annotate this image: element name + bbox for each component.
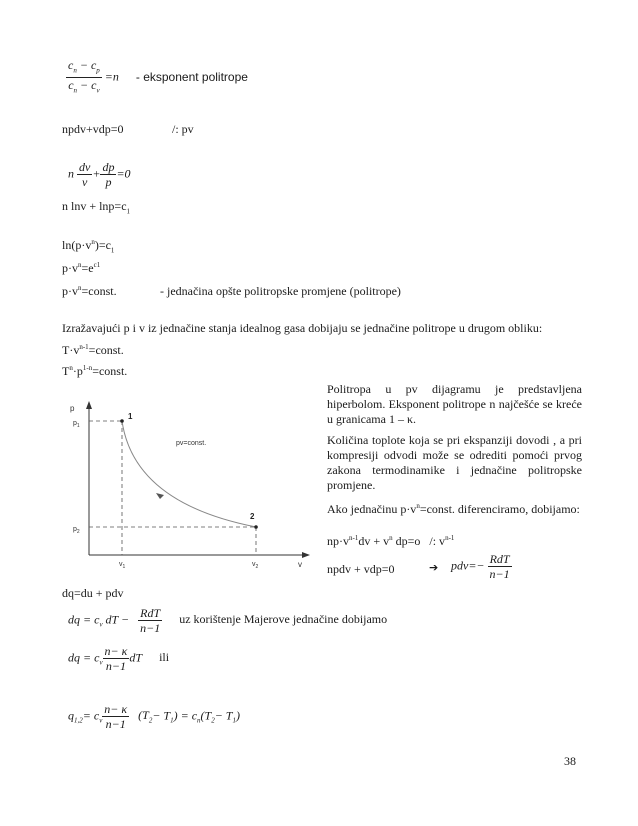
differential-equation bbox=[68, 160, 131, 189]
eq2-p: p bbox=[105, 175, 112, 189]
q-eq: = c bbox=[82, 708, 100, 723]
equals-n: =n bbox=[104, 69, 119, 84]
q-end3: (T bbox=[200, 708, 212, 723]
ln2-sup: n bbox=[91, 238, 95, 246]
p1-label-sub: 1 bbox=[76, 423, 80, 429]
v-axis-arrow bbox=[302, 552, 310, 558]
pve-text: p·v bbox=[62, 261, 78, 275]
page-number-text: 38 bbox=[564, 754, 576, 768]
curve-direction-arrow bbox=[156, 493, 164, 499]
p1-label-main: p bbox=[73, 420, 77, 427]
paragraph-hyperbola: Politropa u pv dijagramu je predstavljena hiperbolom. Eksponent politrope n najčešće se kreće u granicama 1 – κ. bbox=[327, 382, 582, 426]
para3-end: =const. diferenciramo, dobijamo: bbox=[419, 502, 580, 516]
pve-sup2: c1 bbox=[93, 261, 101, 269]
dq-line bbox=[62, 586, 124, 601]
q-t1: 1 bbox=[170, 716, 174, 725]
v1-label-sub: 1 bbox=[122, 564, 126, 570]
cn-num: c bbox=[68, 58, 74, 72]
dq1-lhs: dq = c bbox=[68, 612, 100, 627]
v2-label-sub: 2 bbox=[255, 564, 259, 570]
rdt-fraction bbox=[488, 552, 512, 581]
pv-const-line bbox=[62, 284, 401, 299]
ln2-end: )=c bbox=[94, 238, 111, 252]
page-number bbox=[564, 754, 576, 769]
arrow-icon: ➔ bbox=[429, 561, 439, 574]
ln-text: n lnv + lnp=c bbox=[62, 199, 127, 213]
tv-text: T·v bbox=[62, 343, 80, 357]
eq2-plus: + bbox=[92, 166, 101, 181]
dq2-fraction bbox=[103, 644, 130, 673]
exponent-note: - eksponent politrope bbox=[135, 69, 248, 84]
const-text: p·v bbox=[62, 284, 78, 298]
q-end2: ) = c bbox=[173, 708, 198, 723]
npdv-right: /: pv bbox=[172, 122, 194, 136]
const-sup: n bbox=[78, 284, 82, 292]
ln2-line bbox=[62, 238, 114, 254]
dq1-note: uz korištenje Majerove jednačine dobijamo bbox=[179, 612, 388, 627]
v-axis-label: v bbox=[298, 560, 302, 569]
curve-label: pv=const. bbox=[176, 440, 207, 447]
q-minus: − T bbox=[152, 708, 171, 723]
v1-label-main: v bbox=[119, 561, 123, 568]
res-pdv: pdv=− bbox=[451, 558, 485, 573]
dp-fraction bbox=[100, 160, 116, 189]
eq2-result: =0 bbox=[116, 166, 131, 181]
para3-text: Ako jednačinu p·v bbox=[327, 502, 417, 516]
cp-num: c bbox=[90, 58, 97, 72]
q-lhs: q bbox=[68, 708, 74, 723]
q-t2: 2 bbox=[148, 716, 153, 725]
izrazavajuci-line bbox=[62, 321, 542, 336]
cv-den: c bbox=[91, 78, 97, 93]
diff-mid2: dp=o /: v bbox=[392, 534, 446, 548]
res-num: RdT bbox=[488, 552, 512, 567]
p-axis-label: p bbox=[70, 404, 75, 413]
tp-line bbox=[62, 364, 127, 379]
dq2-den: n−1 bbox=[105, 659, 127, 673]
dq2-lhs: dq = c bbox=[68, 650, 100, 665]
point-2 bbox=[254, 525, 258, 529]
polytrope-curve bbox=[122, 421, 256, 527]
dq2-end: dT bbox=[129, 650, 143, 665]
eq2-dv: dv bbox=[79, 160, 91, 174]
right-column-text bbox=[327, 382, 582, 523]
differentiated-line bbox=[327, 534, 454, 549]
tp-sup2: 1-n bbox=[82, 364, 93, 372]
npdv-line bbox=[62, 122, 194, 137]
tv-sup: n-1 bbox=[79, 343, 89, 351]
tp-text: T bbox=[62, 364, 70, 378]
pve-sup: n bbox=[78, 261, 82, 269]
q-num: n− κ bbox=[104, 702, 128, 716]
dq-text: dq=du + pdv bbox=[62, 586, 124, 600]
q-sub-n: n bbox=[197, 716, 201, 725]
dv-fraction bbox=[77, 160, 92, 189]
const-end: =const. bbox=[81, 284, 117, 298]
dq1-mid: dT − bbox=[105, 612, 130, 627]
p-axis-arrow bbox=[86, 401, 92, 409]
point-1-label: 1 bbox=[128, 412, 133, 421]
q-t1b: 1 bbox=[232, 716, 236, 725]
ln-line bbox=[62, 199, 130, 215]
q-den: n−1 bbox=[105, 717, 126, 731]
dq1-sub: v bbox=[99, 620, 103, 629]
ln2-sub: 1 bbox=[110, 246, 115, 255]
sub-p: p bbox=[96, 66, 100, 75]
diff-sup3: n-1 bbox=[445, 534, 455, 542]
v2-label bbox=[252, 561, 259, 570]
dq-equation-1 bbox=[68, 606, 387, 635]
q-lhs-sub: 1,2 bbox=[74, 716, 83, 725]
p2-label-main: p bbox=[73, 526, 77, 533]
p2-label bbox=[73, 526, 80, 535]
cn-den: c bbox=[68, 78, 74, 93]
dq1-fraction bbox=[138, 606, 162, 635]
sub-v: v bbox=[96, 86, 100, 95]
diff-sup1: n-1 bbox=[349, 534, 359, 542]
eq2-v: v bbox=[82, 175, 88, 189]
pv-e-line bbox=[62, 261, 100, 276]
tp-end: =const. bbox=[92, 364, 128, 378]
exponent-fraction: $\frac{c_n - c_p}{c_n - c_v}$ bbox=[68, 58, 100, 95]
q-close: ) bbox=[235, 708, 240, 723]
para3-sup: n bbox=[416, 502, 420, 510]
point-2-label: 2 bbox=[250, 512, 255, 521]
tv-end: =const. bbox=[88, 343, 124, 357]
dq1-den: n−1 bbox=[140, 621, 161, 635]
polytrope-exponent-equation bbox=[66, 58, 248, 98]
sub-n: n bbox=[73, 66, 77, 75]
ln-sub: 1 bbox=[126, 207, 131, 216]
eq2-dp: dp bbox=[102, 160, 115, 174]
paragraph-heat: Količina toplote koja se pri ekspanziji dovodi , a pri kompresiji odvodi može se odrediti pomoći prvog zakona termodinamike i jednačine politropske promjene. bbox=[327, 433, 582, 492]
p1-label bbox=[73, 420, 80, 429]
const-note: - jednačina opšte politropske promjene (politrope) bbox=[160, 284, 401, 298]
eq2-n: n bbox=[68, 166, 74, 181]
q-t2b: 2 bbox=[211, 716, 215, 725]
izraz-text: Izražavajući p i v iz jednačine stanja idealnog gasa dobijaju se jednačine politrope u drugom obliku: bbox=[62, 321, 543, 335]
pv-diagram bbox=[64, 395, 324, 575]
dq-equation-2 bbox=[68, 644, 169, 673]
diff-sup2: n bbox=[389, 534, 393, 542]
q-sub: v bbox=[99, 716, 103, 725]
sub-n-den: n bbox=[73, 86, 78, 95]
tp-sup1: n bbox=[69, 364, 73, 372]
diff-text: np·v bbox=[327, 534, 349, 548]
dq1-num: RdT bbox=[138, 606, 162, 621]
dq2-sub: v bbox=[99, 658, 103, 667]
dq2-num: n− κ bbox=[104, 644, 128, 658]
tp-mid: ·p bbox=[72, 364, 83, 378]
pve-mid: =e bbox=[81, 261, 94, 275]
q12-equation bbox=[68, 702, 240, 731]
v2-label-main: v bbox=[252, 561, 256, 568]
res-den: n−1 bbox=[489, 567, 510, 581]
paragraph-differentiate bbox=[327, 499, 582, 517]
npdv-left: npdv+vdp=0 bbox=[62, 122, 124, 136]
q-fraction bbox=[102, 702, 129, 731]
diff-mid: dv + v bbox=[358, 534, 390, 548]
ln2-text: ln(p·v bbox=[62, 238, 92, 252]
q-end: (T bbox=[138, 708, 149, 723]
p2-label-sub: 2 bbox=[76, 529, 80, 535]
point-1 bbox=[120, 419, 124, 423]
tv-line bbox=[62, 343, 124, 358]
dq2-note: ili bbox=[159, 650, 170, 665]
v1-label bbox=[119, 561, 126, 570]
res-left: npdv + vdp=0 bbox=[327, 562, 395, 576]
q-minus2: − T bbox=[214, 708, 233, 723]
